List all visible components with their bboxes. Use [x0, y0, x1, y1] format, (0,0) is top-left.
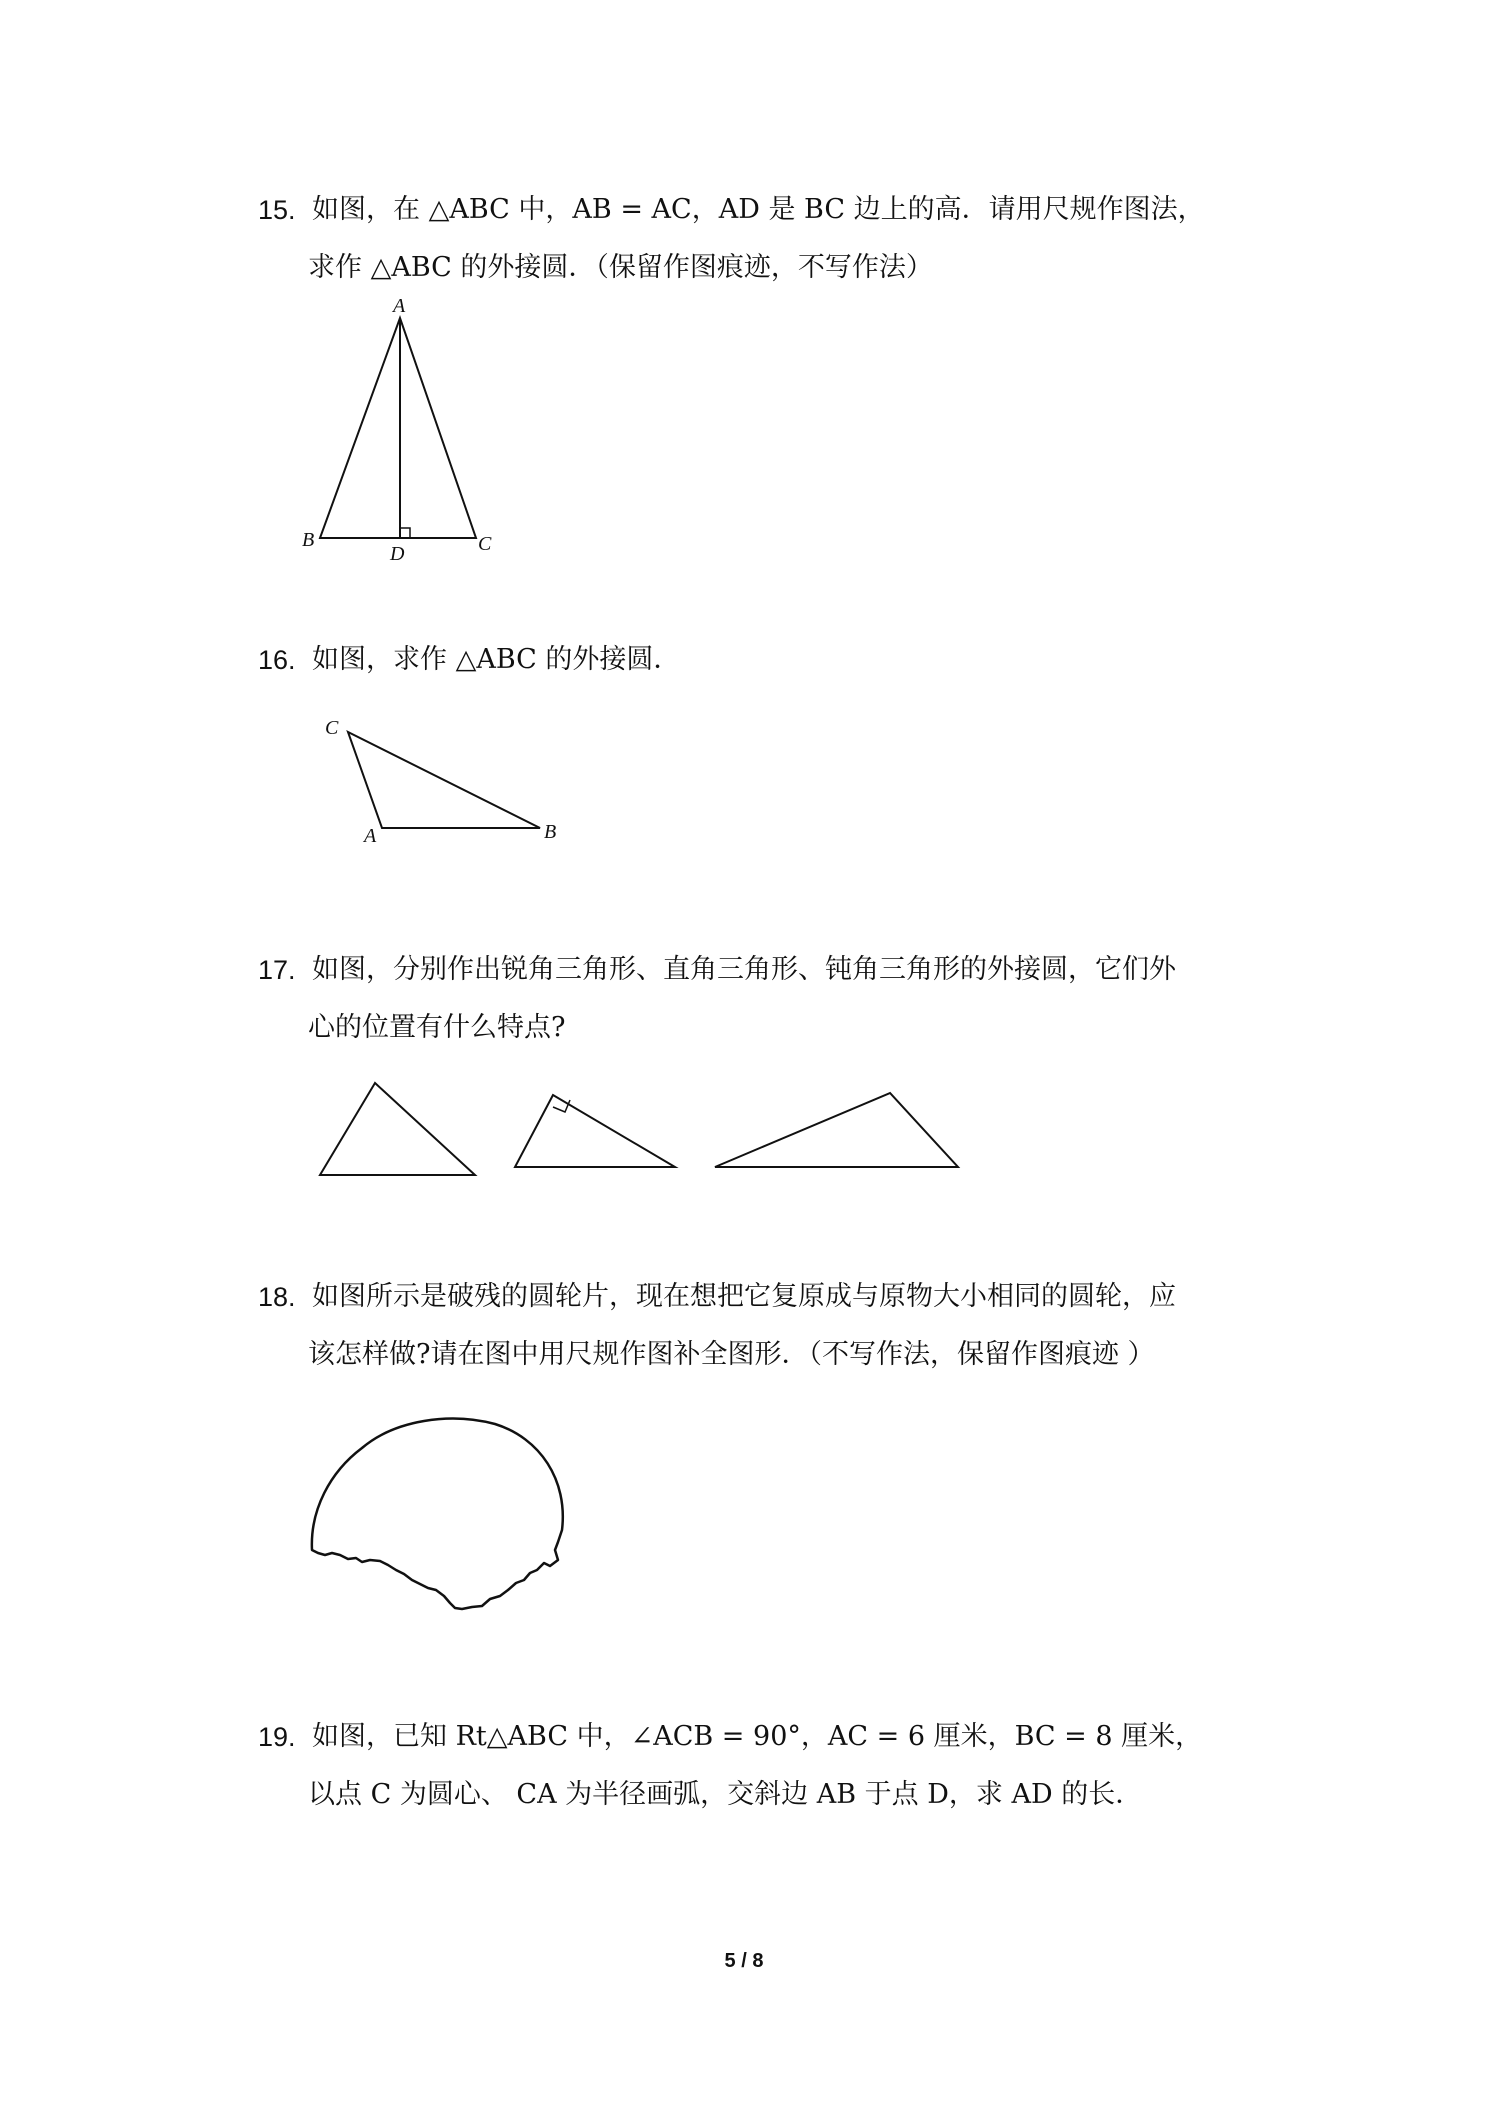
question-text-line: 心的位置有什么特点? — [308, 1012, 566, 1043]
label-a: A — [393, 295, 406, 317]
question-text-line: 如图，在 △ABC 中，AB = AC，AD 是 BC 边上的高．请用尺规作图法， — [312, 194, 1205, 225]
right-angle-mark — [400, 528, 410, 538]
label-b: B — [302, 529, 315, 551]
figure-broken-wheel — [300, 1400, 580, 1620]
triangle-abc — [320, 318, 476, 538]
figure-obtuse-triangle — [320, 710, 570, 850]
page-number: 5 / 8 — [724, 1950, 764, 1972]
label-b: B — [544, 821, 557, 843]
question-text-line: 如图，求作 △ABC 的外接圆． — [312, 644, 681, 675]
right-triangle — [515, 1095, 675, 1167]
question-number: 18. — [258, 1282, 296, 1312]
triangle-abc — [348, 732, 540, 828]
label-a: A — [364, 825, 377, 847]
question-number: 19. — [258, 1722, 296, 1752]
question-text-line: 如图，已知 Rt△ABC 中，∠ACB = 90°，AC = 6 厘米，BC = 8 厘米， — [312, 1721, 1203, 1752]
figure-isosceles-triangle — [290, 290, 530, 570]
label-c: C — [325, 717, 339, 739]
figure-three-triangles — [310, 1075, 990, 1195]
label-c: C — [478, 533, 492, 555]
question-text-line: 如图，分别作出锐角三角形、直角三角形、钝角三角形的外接圆，它们外 — [312, 954, 1176, 985]
question-text-line: 求作 △ABC 的外接圆．（保留作图痕迹，不写作法） — [308, 252, 933, 283]
question-number: 16. — [258, 645, 296, 675]
obtuse-triangle — [715, 1093, 958, 1167]
question-number: 17. — [258, 955, 296, 985]
broken-wheel-outline — [312, 1419, 563, 1609]
acute-triangle — [320, 1083, 475, 1175]
question-text-line: 以点 C 为圆心、 CA 为半径画弧，交斜边 AB 于点 D，求 AD 的长． — [308, 1779, 1143, 1810]
label-d: D — [390, 543, 405, 565]
question-text-line: 如图所示是破残的圆轮片，现在想把它复原成与原物大小相同的圆轮，应 — [312, 1281, 1176, 1312]
question-number: 15. — [258, 195, 296, 225]
right-angle-mark — [553, 1100, 570, 1112]
question-text-line: 该怎样做?请在图中用尺规作图补全图形．（不写作法，保留作图痕迹 ） — [308, 1339, 1155, 1370]
